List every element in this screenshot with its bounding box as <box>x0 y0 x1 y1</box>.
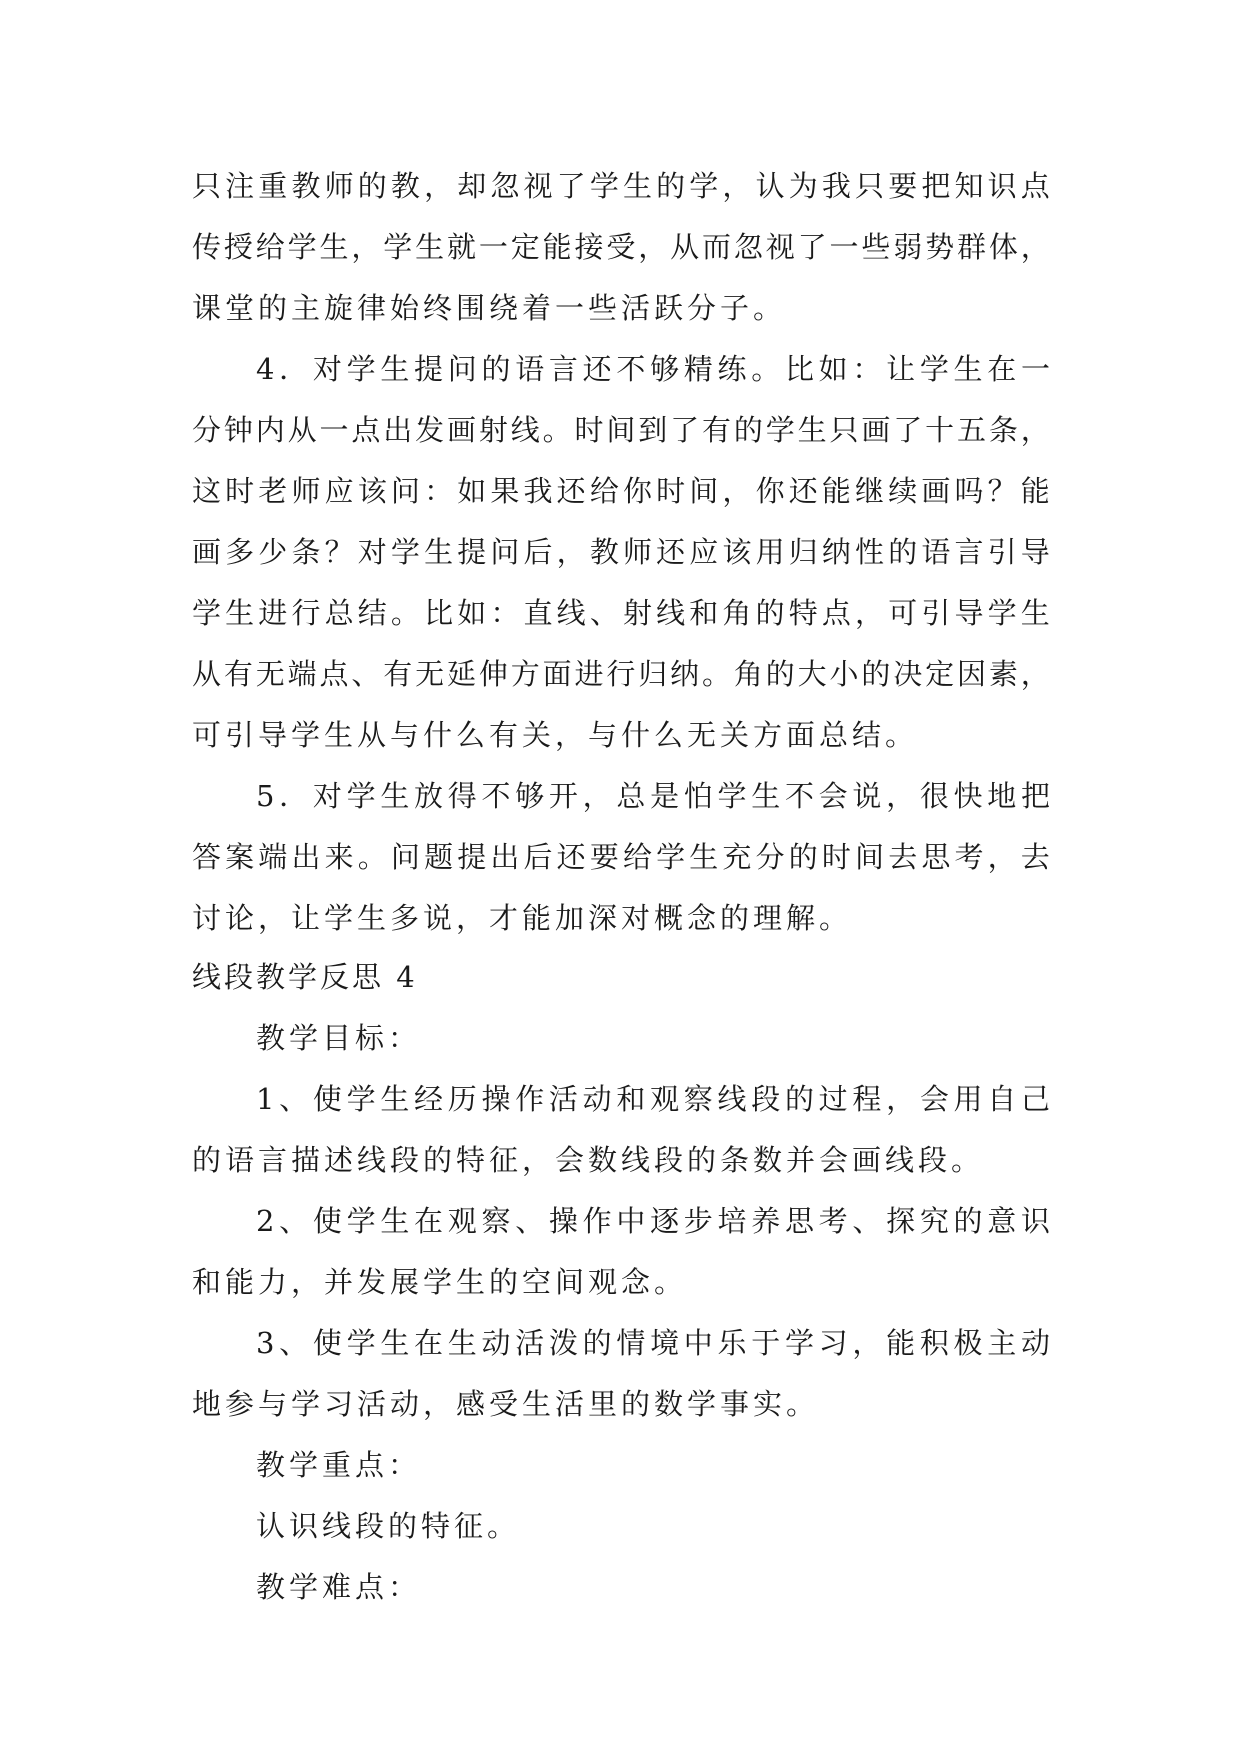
paragraph-line <box>0 408 1241 468</box>
paragraph-line <box>0 591 1241 651</box>
text-line: 传授给学生，学生就一定能接受，从而忽视了一些弱势群体， <box>192 230 1050 264</box>
text-line: 只注重教师的教，却忽视了学生的学，认为我只要把知识点 <box>192 169 1050 203</box>
section-heading <box>0 955 1241 1015</box>
paragraph-line <box>0 896 1241 956</box>
objective-item-2: 2、使学生在观察、操作中逐步培养思考、探究的意识 <box>256 1204 1050 1238</box>
paragraph-line <box>0 652 1241 712</box>
text-line: 从有无端点、有无延伸方面进行归纳。角的大小的决定因素， <box>192 657 1050 691</box>
text-line: 地参与学习活动，感受生活里的数学事实。 <box>192 1387 820 1421</box>
paragraph-line <box>0 1260 1241 1320</box>
paragraph-line <box>0 286 1241 346</box>
paragraph-line <box>0 1504 1241 1564</box>
paragraph-line <box>0 1443 1241 1503</box>
subheading-key-points: 教学重点： <box>256 1448 422 1482</box>
paragraph-line <box>0 1321 1241 1381</box>
text-line: 学生进行总结。比如：直线、射线和角的特点，可引导学生 <box>192 596 1050 630</box>
text-line: 讨论，让学生多说，才能加深对概念的理解。 <box>192 901 853 935</box>
paragraph-line <box>0 1199 1241 1259</box>
paragraph-line <box>0 1382 1241 1442</box>
objective-item-3: 3、使学生在生动活泼的情境中乐于学习，能积极主动 <box>256 1326 1050 1360</box>
objective-item-1: 1、使学生经历操作活动和观察线段的过程，会用自己 <box>256 1082 1050 1116</box>
text-line: 画多少条？对学生提问后，教师还应该用归纳性的语言引导 <box>192 535 1050 569</box>
paragraph-line <box>0 774 1241 834</box>
text-line: 的语言描述线段的特征，会数线段的条数并会画线段。 <box>192 1143 985 1177</box>
subheading-difficulties: 教学难点： <box>256 1570 422 1604</box>
paragraph-line <box>0 1138 1241 1198</box>
key-point-text: 认识线段的特征。 <box>256 1509 521 1543</box>
text-line: 课堂的主旋律始终围绕着一些活跃分子。 <box>192 291 787 325</box>
subheading-objectives: 教学目标： <box>256 1021 422 1055</box>
paragraph-line <box>0 1077 1241 1137</box>
text-line: 分钟内从一点出发画射线。时间到了有的学生只画了十五条， <box>192 413 1050 447</box>
paragraph-line <box>0 1016 1241 1076</box>
paragraph-line <box>0 530 1241 590</box>
paragraph-line <box>0 1565 1241 1625</box>
text-line: 和能力，并发展学生的空间观念。 <box>192 1265 688 1299</box>
text-line: 答案端出来。问题提出后还要给学生充分的时间去思考，去 <box>192 840 1050 874</box>
paragraph-line <box>0 347 1241 407</box>
paragraph-line <box>0 164 1241 224</box>
section-title: 线段教学反思 4 <box>192 960 418 994</box>
paragraph-line <box>0 469 1241 529</box>
list-item-4: 4．对学生提问的语言还不够精练。比如：让学生在一 <box>256 352 1050 386</box>
paragraph-line <box>0 713 1241 773</box>
text-line: 可引导学生从与什么有关，与什么无关方面总结。 <box>192 718 919 752</box>
paragraph-line <box>0 225 1241 285</box>
paragraph-line <box>0 835 1241 895</box>
list-item-5: 5．对学生放得不够开，总是怕学生不会说，很快地把 <box>256 779 1050 813</box>
text-line: 这时老师应该问：如果我还给你时间，你还能继续画吗？能 <box>192 474 1050 508</box>
